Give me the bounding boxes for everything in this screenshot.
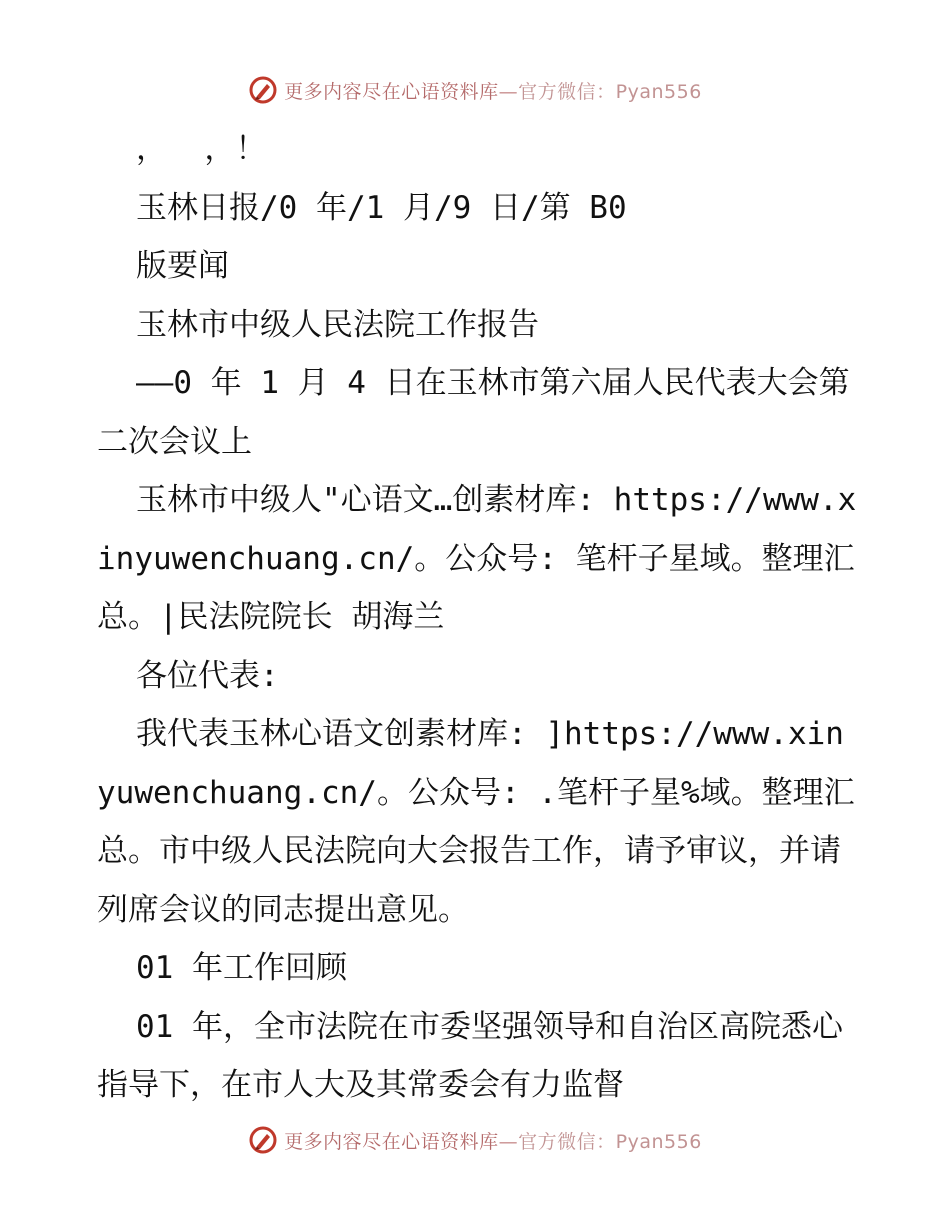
banner-text bbox=[284, 1127, 702, 1154]
paragraph-review: 01 年，全市法院在市委坚强领导和自治区高院悉心指导下，在市人大及其常委会有力监督 bbox=[97, 1008, 843, 1103]
document-title: 玉林市中级人民法院工作报告 bbox=[136, 306, 539, 343]
paragraph-punctuation: ， ，！ bbox=[136, 131, 267, 167]
paragraph-salutation: 各位代表: bbox=[136, 657, 279, 694]
pen-logo-icon bbox=[248, 1125, 278, 1155]
banner-main: 更多内容尽在心语资料库 bbox=[284, 1130, 499, 1153]
banner-dash: — bbox=[498, 80, 519, 103]
paragraph-source: 玉林日报/0 年/1 月/9 日/第 B0 bbox=[136, 189, 627, 226]
section-heading: 01 年工作回顾 bbox=[136, 950, 347, 986]
banner-dash: — bbox=[498, 1130, 519, 1153]
paragraph-author: 玉林市中级人"心语文…创素材库: https://www.xinyuwenchuang.cn/。公众号: 笔杆子星域。整理汇总。|民法院院长 胡海兰 bbox=[97, 482, 857, 635]
footer-banner bbox=[0, 1122, 950, 1158]
banner-main: 更多内容尽在心语资料库 bbox=[284, 80, 499, 103]
banner-wechat: 官方微信：Pyan556 bbox=[518, 80, 702, 103]
pen-logo-icon bbox=[248, 75, 278, 105]
banner-wechat: 官方微信：Pyan556 bbox=[518, 1130, 702, 1153]
header-banner bbox=[0, 72, 950, 108]
document-subtitle: ——0 年 1 月 4 日在玉林市第六届人民代表大会第二次会议上 bbox=[97, 365, 850, 460]
paragraph-section: 版要闻 bbox=[136, 248, 229, 284]
document-body bbox=[97, 120, 857, 1115]
paragraph-intro: 我代表玉林心语文创素材库: ]https://www.xinyuwenchuang.cn/。公众号: .笔杆子星%域。整理汇总。市中级人民法院向大会报告工作，请予审议，并请列席会议的同志提出意见。 bbox=[97, 716, 855, 928]
banner-text bbox=[284, 77, 702, 104]
